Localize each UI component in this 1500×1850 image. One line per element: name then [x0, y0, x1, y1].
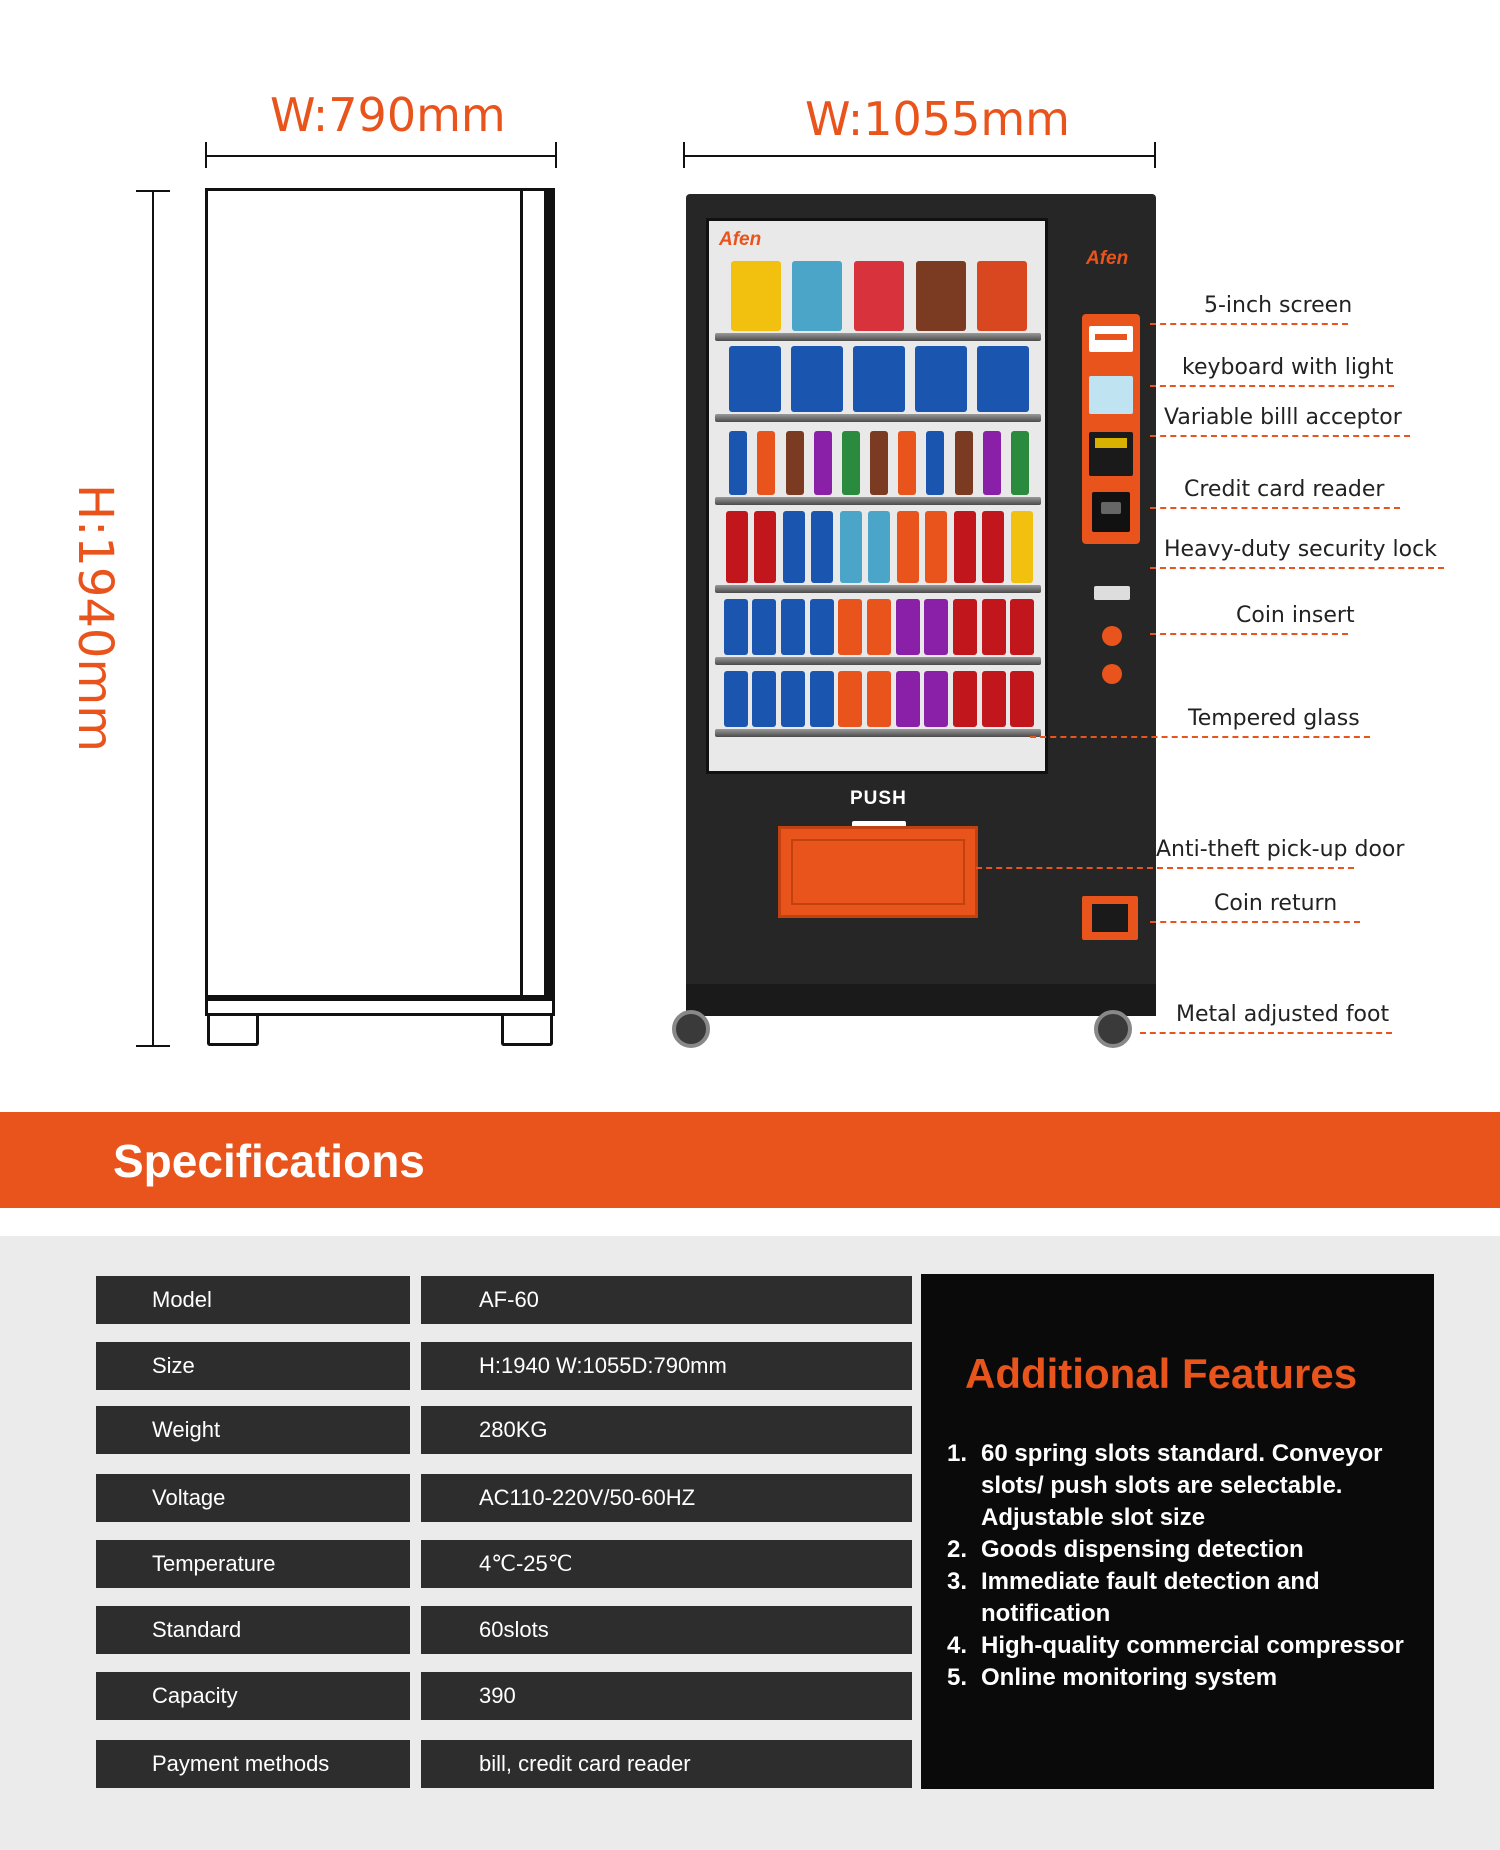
panel-logo: Afen	[1086, 248, 1129, 269]
control-panel	[1082, 314, 1140, 544]
side-width-tick-left	[205, 142, 207, 168]
height-tick-top	[136, 190, 170, 192]
product-item	[870, 431, 888, 495]
product-item	[781, 671, 805, 727]
additional-features-box	[921, 1274, 1434, 1789]
feature-number: 2.	[947, 1536, 968, 1563]
spec-value: 280KG	[421, 1406, 912, 1454]
product-item	[982, 511, 1004, 583]
coin-return[interactable]	[1082, 896, 1138, 940]
product-item	[898, 431, 916, 495]
feature-text-line: Immediate fault detection and	[981, 1568, 1320, 1595]
pickup-door[interactable]	[778, 826, 978, 918]
side-width-line	[205, 155, 557, 157]
feature-number: 3.	[947, 1568, 968, 1595]
callout-line	[1150, 921, 1360, 923]
feature-text-line: Adjustable slot size	[981, 1504, 1206, 1531]
height-label: H:1940mm	[67, 484, 123, 752]
product-item	[731, 261, 781, 331]
side-view-foot-left	[207, 1016, 259, 1046]
side-view-body	[205, 188, 555, 998]
additional-features-title: Additional Features	[965, 1350, 1358, 1397]
callout-line	[1140, 1032, 1392, 1034]
product-item	[752, 671, 776, 727]
feature-text-line: slots/ push slots are selectable.	[981, 1472, 1343, 1499]
product-item	[724, 599, 748, 655]
product-item	[854, 261, 904, 331]
product-item	[1010, 599, 1034, 655]
product-item	[786, 431, 804, 495]
product-item	[810, 599, 834, 655]
shelf	[715, 729, 1041, 737]
product-item	[814, 431, 832, 495]
callout-label: Credit card reader	[1184, 477, 1385, 502]
product-item	[924, 671, 948, 727]
product-item	[897, 511, 919, 583]
front-width-line	[683, 155, 1156, 157]
side-view-base	[205, 998, 555, 1016]
feature-item	[947, 1662, 1427, 1694]
product-item	[754, 511, 776, 583]
side-view-foot-right	[501, 1016, 553, 1046]
callout-label: Tempered glass	[1188, 706, 1360, 731]
feature-item	[947, 1630, 1427, 1662]
spec-label: Weight	[96, 1406, 410, 1454]
feature-text-line: 60 spring slots standard. Conveyor	[981, 1440, 1383, 1467]
product-item	[729, 431, 747, 495]
callout-label: Anti-theft pick-up door	[1156, 837, 1405, 862]
spec-label: Standard	[96, 1606, 410, 1654]
spec-label: Payment methods	[96, 1740, 410, 1788]
change-button[interactable]	[1102, 664, 1122, 684]
spec-value: bill, credit card reader	[421, 1740, 912, 1788]
callout-line	[1150, 633, 1348, 635]
product-item	[916, 261, 966, 331]
spec-value: 390	[421, 1672, 912, 1720]
product-item	[840, 511, 862, 583]
specifications-banner	[0, 1112, 1500, 1208]
feature-text	[981, 1566, 1320, 1630]
product-item	[783, 511, 805, 583]
foot-left	[672, 1010, 710, 1048]
product-item	[867, 599, 891, 655]
machine-base	[686, 984, 1156, 1016]
spec-value: 4℃-25℃	[421, 1540, 912, 1588]
callout-line	[966, 867, 1354, 869]
product-item	[724, 671, 748, 727]
spec-label: Model	[96, 1276, 410, 1324]
feature-number: 4.	[947, 1632, 968, 1659]
product-item	[792, 261, 842, 331]
product-item	[1011, 511, 1033, 583]
product-item	[853, 346, 905, 412]
height-tick-bottom	[136, 1045, 170, 1047]
side-view-door-edge	[520, 191, 552, 995]
product-item	[791, 346, 843, 412]
feature-text	[981, 1438, 1382, 1534]
product-item	[983, 431, 1001, 495]
feature-item	[947, 1438, 1427, 1534]
feature-text	[981, 1534, 1304, 1566]
callout-line	[1030, 736, 1370, 738]
product-item	[982, 671, 1006, 727]
product-item	[896, 671, 920, 727]
product-item	[924, 599, 948, 655]
specifications-title: Specifications	[113, 1135, 425, 1187]
product-item	[810, 671, 834, 727]
callout-line	[1150, 385, 1394, 387]
additional-features-list	[947, 1438, 1427, 1694]
spec-value: AF-60	[421, 1276, 912, 1324]
shelf	[715, 333, 1041, 341]
product-item	[1011, 431, 1029, 495]
callout-label: 5-inch screen	[1204, 293, 1353, 318]
shelf	[715, 585, 1041, 593]
tempered-glass-window	[706, 218, 1048, 774]
feature-text	[981, 1630, 1404, 1662]
callout-line	[1150, 435, 1410, 437]
callout-label: Variable billl acceptor	[1164, 405, 1402, 430]
card-reader[interactable]	[1092, 492, 1130, 532]
product-item	[868, 511, 890, 583]
height-line	[152, 190, 154, 1047]
front-width-tick-right	[1154, 142, 1156, 168]
feature-text-line: Goods dispensing detection	[981, 1536, 1304, 1563]
product-item	[954, 511, 976, 583]
spec-label: Capacity	[96, 1672, 410, 1720]
shelf	[715, 497, 1041, 505]
spec-label: Size	[96, 1342, 410, 1390]
feature-number: 1.	[947, 1440, 968, 1467]
product-item	[781, 599, 805, 655]
feature-number: 5.	[947, 1664, 968, 1691]
product-item	[915, 346, 967, 412]
callout-line	[1150, 507, 1400, 509]
spec-value: H:1940 W:1055D:790mm	[421, 1342, 912, 1390]
spec-value: 60slots	[421, 1606, 912, 1654]
feature-text-line: Online monitoring system	[981, 1664, 1278, 1691]
feature-text-line: notification	[981, 1600, 1111, 1627]
keypad[interactable]	[1089, 376, 1133, 414]
foot-right	[1094, 1010, 1132, 1048]
vending-machine	[686, 194, 1156, 1016]
product-item	[867, 671, 891, 727]
front-width-label: W:1055mm	[805, 92, 1070, 146]
product-item	[752, 599, 776, 655]
product-item	[982, 599, 1006, 655]
side-width-label: W:790mm	[270, 88, 506, 142]
product-item	[953, 671, 977, 727]
window-logo: Afen	[719, 229, 762, 250]
callout-label: Coin insert	[1236, 603, 1355, 628]
product-item	[896, 599, 920, 655]
spec-label: Temperature	[96, 1540, 410, 1588]
product-item	[926, 431, 944, 495]
product-item	[977, 346, 1029, 412]
product-item	[811, 511, 833, 583]
product-item	[729, 346, 781, 412]
callout-label: Metal adjusted foot	[1176, 1002, 1390, 1027]
product-item	[1010, 671, 1034, 727]
callout-label: Heavy-duty security lock	[1164, 537, 1437, 562]
product-item	[842, 431, 860, 495]
callout-line	[1150, 567, 1444, 569]
bill-acceptor[interactable]	[1089, 432, 1133, 476]
product-item	[953, 599, 977, 655]
product-item	[955, 431, 973, 495]
callout-line	[1150, 323, 1348, 325]
product-item	[726, 511, 748, 583]
shelf	[715, 414, 1041, 422]
security-lock	[1094, 586, 1130, 600]
shelf	[715, 657, 1041, 665]
front-width-tick-left	[683, 142, 685, 168]
feature-text	[981, 1662, 1277, 1694]
spec-value: AC110-220V/50-60HZ	[421, 1474, 912, 1522]
feature-item	[947, 1534, 1427, 1566]
feature-item	[947, 1566, 1427, 1630]
coin-insert-button[interactable]	[1102, 626, 1122, 646]
feature-text-line: High-quality commercial compressor	[981, 1632, 1404, 1659]
product-item	[925, 511, 947, 583]
callout-label: Coin return	[1214, 891, 1338, 916]
push-label: PUSH	[850, 788, 907, 809]
side-width-tick-right	[555, 142, 557, 168]
screen[interactable]	[1089, 326, 1133, 352]
product-item	[838, 671, 862, 727]
callout-label: keyboard with light	[1182, 355, 1394, 380]
product-item	[977, 261, 1027, 331]
product-item	[757, 431, 775, 495]
product-item	[838, 599, 862, 655]
spec-label: Voltage	[96, 1474, 410, 1522]
